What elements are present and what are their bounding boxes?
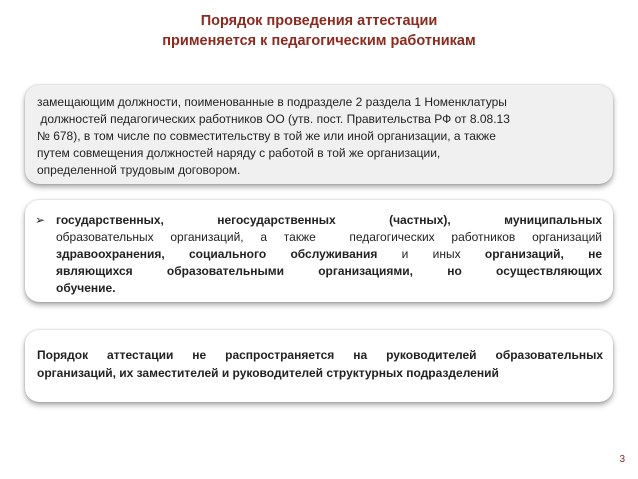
organizations-line-text: образовательных организаций, а также педагогических работников организаций [56, 230, 602, 244]
organizations-box [25, 200, 613, 302]
positions-info-box [25, 85, 613, 184]
organizations-line-bold: организаций, не [484, 247, 602, 261]
organizations-line-bold: здравоохранения, социального обслуживания [56, 247, 378, 261]
organizations-line [56, 263, 602, 280]
slide-title-line-1: Порядок проведения аттестации [200, 13, 438, 29]
positions-info-line: путем совмещения должностей наряду с работой в той же организации, [37, 146, 441, 160]
organizations-text [56, 212, 602, 297]
exclusion-box [25, 330, 613, 402]
exclusion-text [37, 346, 603, 382]
positions-info-line: определенной трудовым договором. [37, 163, 241, 177]
positions-info-line: должностей педагогических работников ОО (утв. пост. Правительства РФ от 8.08.13 [37, 112, 510, 126]
exclusion-line: организаций, их заместителей и руководителей структурных подразделений [37, 366, 499, 380]
organizations-line [56, 280, 602, 297]
slide-title-line-2: применяется к педагогическим работникам [162, 33, 476, 49]
positions-info-line: замещающим должности, поименованные в подразделе 2 раздела 1 Номенклатуры [37, 95, 507, 109]
organizations-line [56, 229, 602, 246]
organizations-line [56, 246, 602, 263]
positions-info-text [37, 94, 607, 179]
organizations-line-bold: государственных, негосударственных (частных), муниципальных [56, 213, 602, 227]
organizations-line-bold: обучение. [56, 281, 116, 295]
arrow-bullet-icon: ➢ [35, 213, 46, 227]
exclusion-line: Порядок аттестации не распространяется на руководителей образовательных [37, 348, 603, 362]
organizations-line-text: и иных [377, 247, 485, 261]
page-number: 3 [619, 454, 625, 465]
slide-title [0, 11, 638, 51]
positions-info-line: № 678), в том числе по совместительству в той же или иной организации, а также [37, 129, 496, 143]
organizations-line-bold: являющихся образовательными организациями, но осуществляющих [56, 264, 602, 278]
organizations-line [56, 212, 602, 229]
